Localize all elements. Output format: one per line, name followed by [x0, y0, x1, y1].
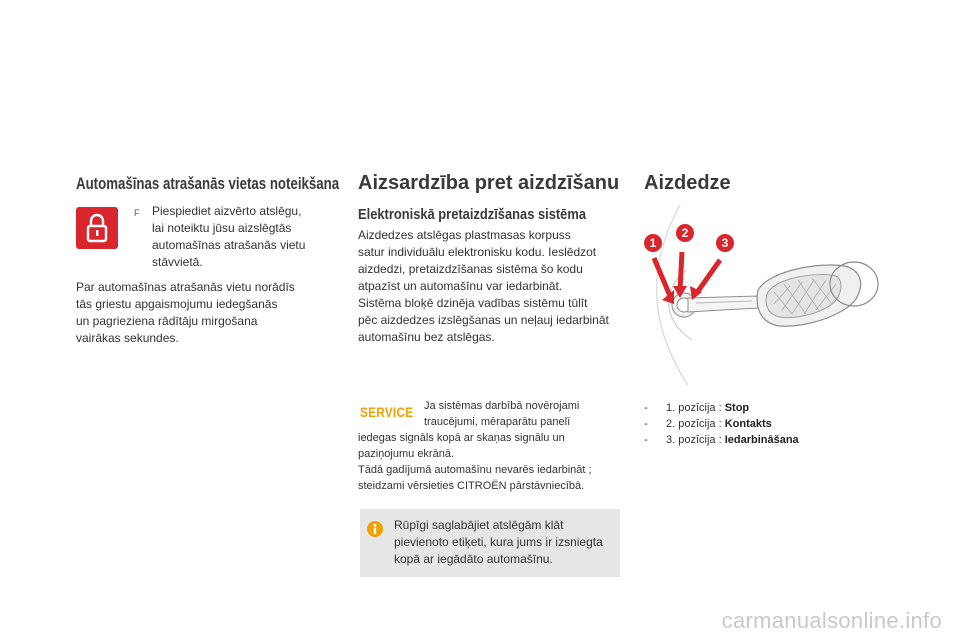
- bullet-marker: F: [134, 208, 140, 218]
- position-item: - 3. pozīcija : Iedarbināšana: [644, 434, 799, 446]
- info-note-box: [360, 509, 620, 577]
- left-title: Automašīnas atrašanās vietas noteikšana: [76, 174, 340, 193]
- service-indent-text: Ja sistēmas darbībā novērojami traucējumi, mēraparātu panelī: [424, 400, 580, 428]
- padlock-icon: [76, 207, 118, 249]
- service-text: iedegas signāls kopā ar skaņas signālu un paziņojumu ekrānā. Tādā gadījumā automašīnu nevarēs iedarbināt ; steidzami vērsieties CITROËN pārstāvniecībā.: [358, 432, 592, 492]
- middle-subtitle: Elektroniskā pretaizdzīšanas sistēma: [358, 206, 587, 223]
- middle-title: Aizsardzība pret aizdzīšanu: [358, 172, 620, 194]
- info-icon: [367, 521, 383, 537]
- service-label: SERVICE: [360, 404, 414, 420]
- position-list: [644, 400, 799, 448]
- position-item: - 1. pozīcija : Stop: [644, 402, 750, 414]
- bullet-text: Piespiediet aizvērto atslēgu, lai noteiktu jūsu aizslēgtās automašīnas atrašanās vietu stāvvietā.: [152, 204, 306, 269]
- marker-2: 2: [676, 224, 694, 242]
- right-title: Aizdedze: [644, 172, 731, 194]
- service-icon: [360, 404, 414, 420]
- watermark: carmanualsonline.info: [721, 608, 942, 633]
- marker-1: 1: [644, 234, 662, 252]
- middle-paragraph: Aizdedzes atslēgas plastmasas korpuss satur individuālu elektronisku kodu. Ieslēdzot aizdedzi, pretaizdzīšanas sistēma šo kodu atpazīst un automašīnu var iedarbināt. Sistēma bloķē dzinēja vadības sistēmu tūlīt pēc aizdedzes izslēgšanas un neļauj iedarbināt automašīnu bez atslēgas.: [358, 228, 609, 344]
- left-paragraph: Par automašīnas atrašanās vietu norādīs tās griestu apgaismojumu iedegšanās un pagrieziena rādītāju mirgošana vairākas sekundes.: [76, 280, 295, 345]
- marker-3: 3: [716, 234, 734, 252]
- position-item: - 2. pozīcija : Kontakts: [644, 418, 772, 430]
- info-note-text: Rūpīgi saglabājiet atslēgām klāt pievienoto etiķeti, kura jums ir izsniegta kopā ar iegādāto automašīnu.: [394, 518, 603, 566]
